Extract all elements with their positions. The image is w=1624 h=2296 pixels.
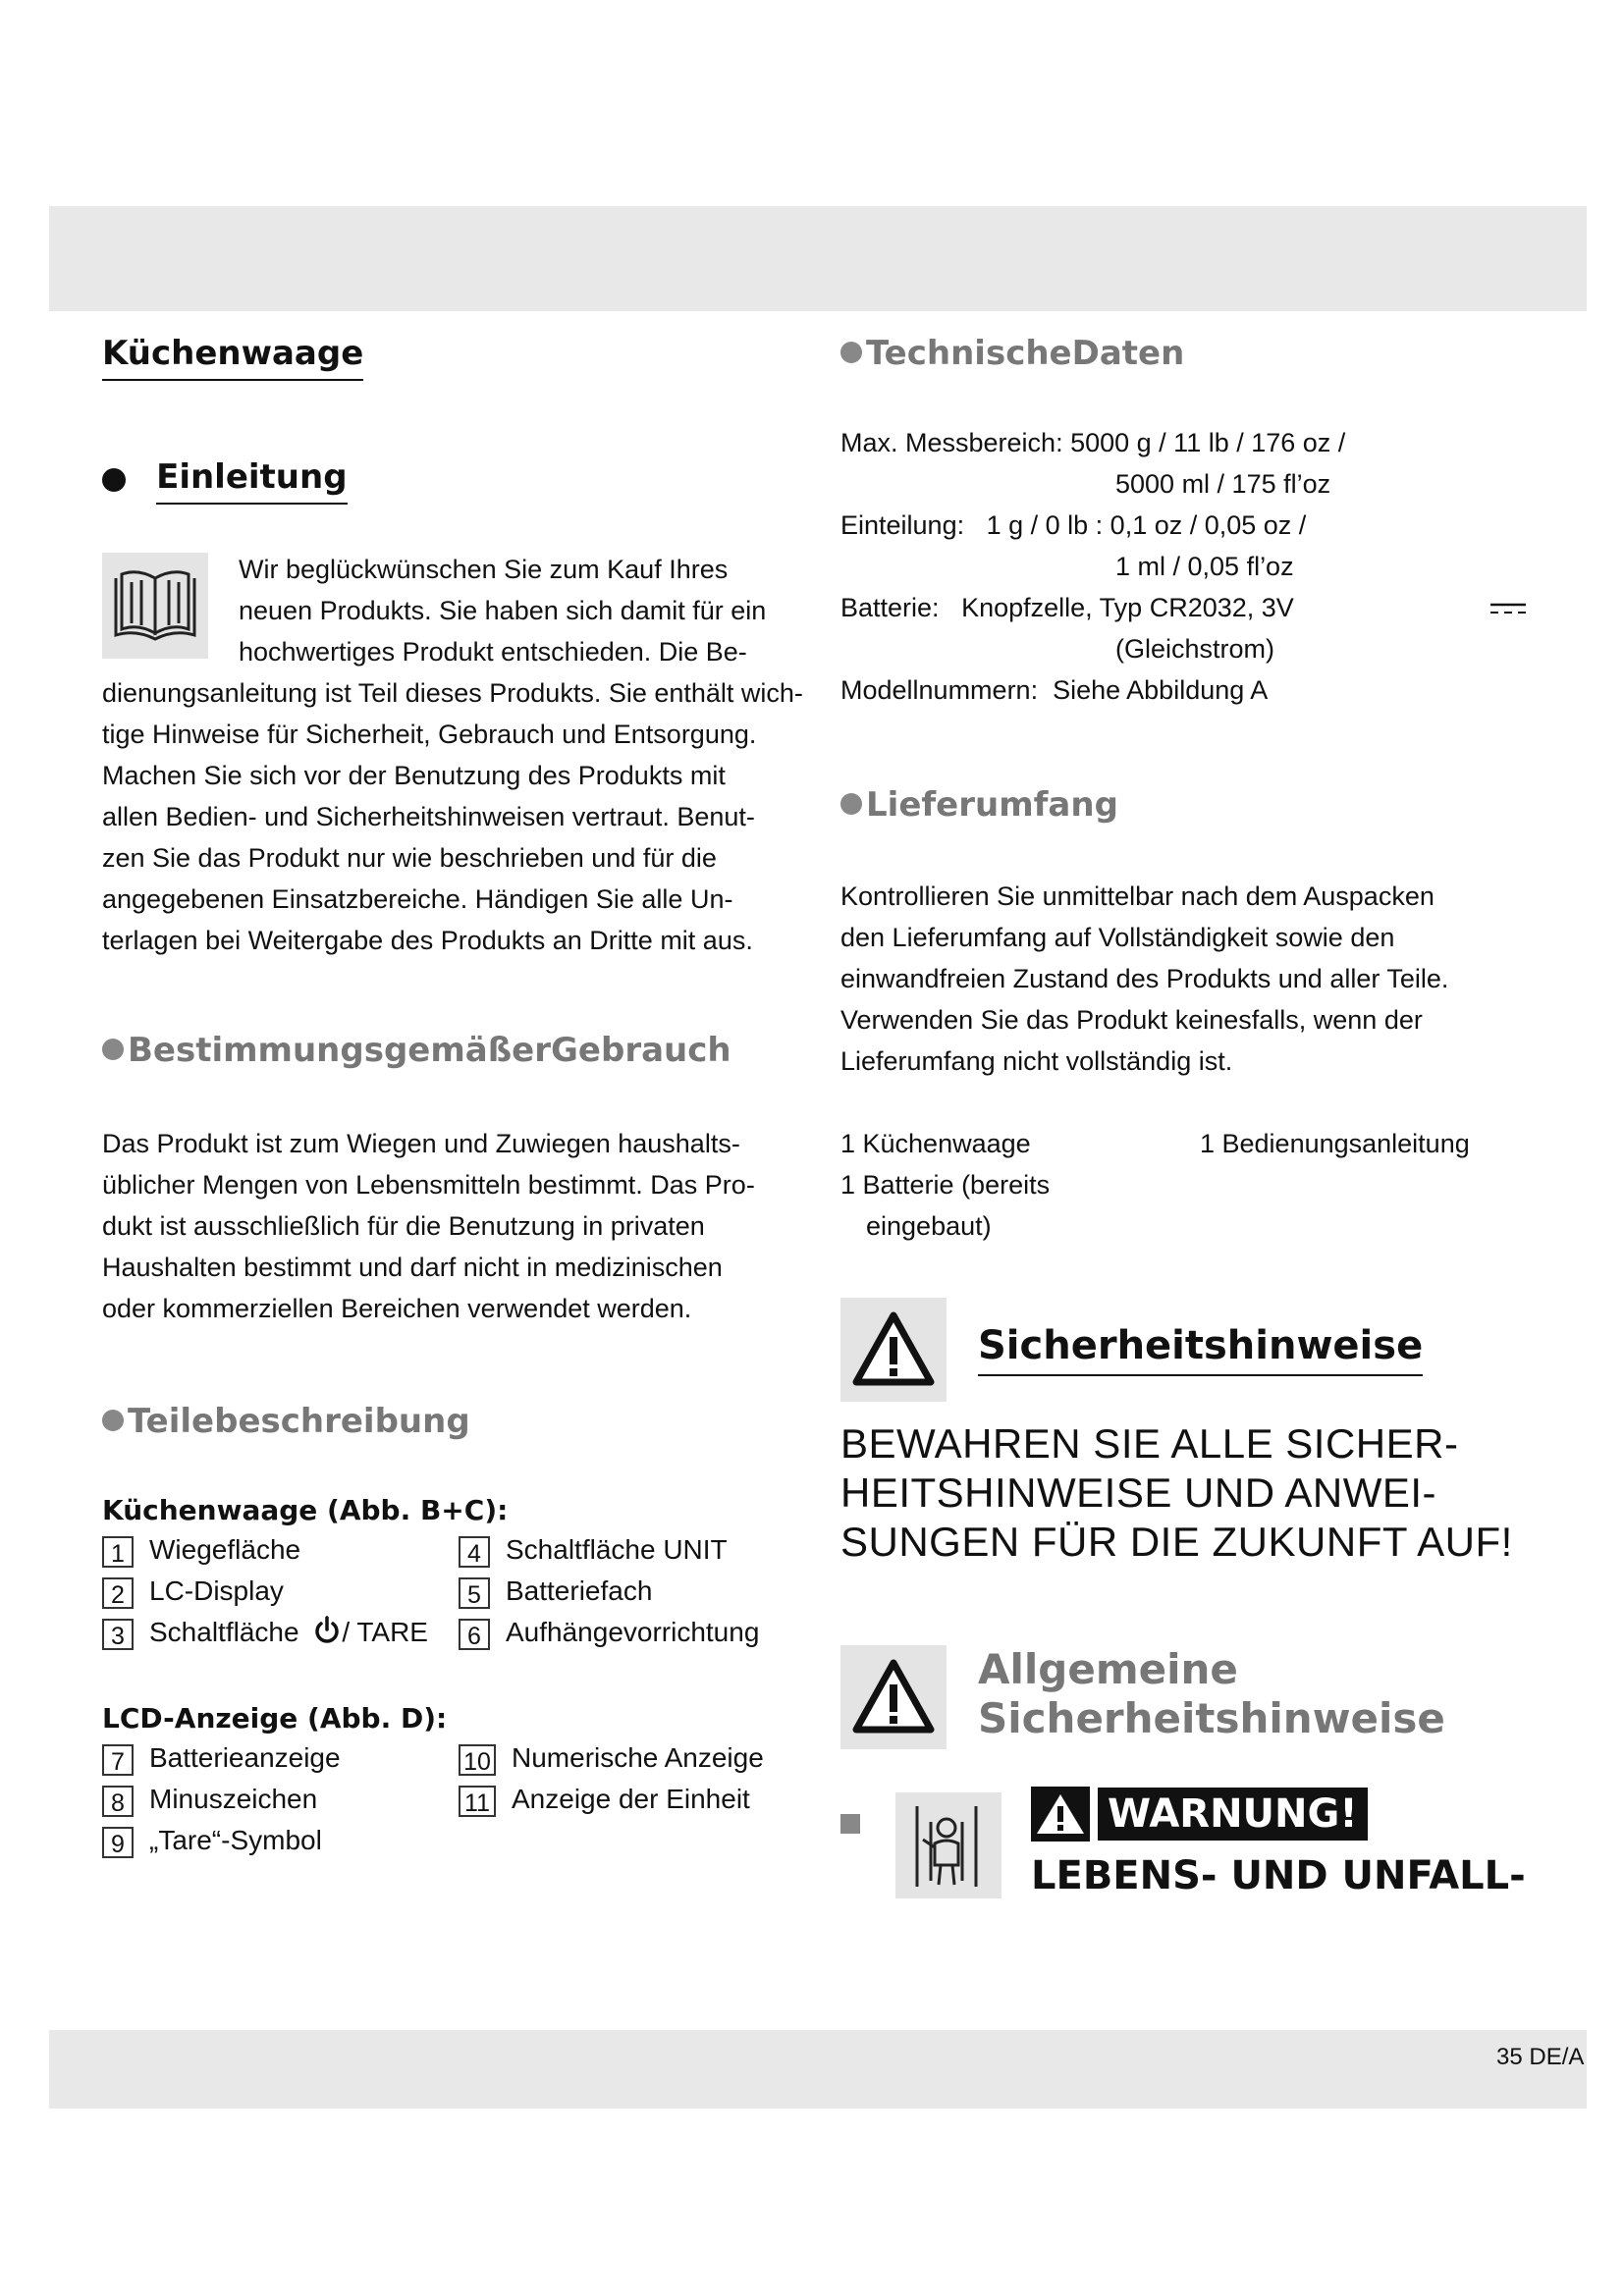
list-item <box>102 1779 341 1820</box>
part-number: 7 <box>102 1744 134 1776</box>
list-item <box>102 1529 428 1571</box>
page-number: 35 DE/A <box>1496 2044 1585 2070</box>
part-label: Numerische Anzeige <box>512 1742 764 1773</box>
warning-label: WARNUNG! <box>1098 1788 1368 1841</box>
part-label: Batteriefach <box>506 1575 653 1606</box>
text-line: üblicher Mengen von Lebensmitteln bestimmt. Das Pro- <box>102 1170 755 1200</box>
tech-row <box>840 669 1547 711</box>
text-line: HEITSHINWEISE UND ANWEI- <box>840 1469 1437 1516</box>
tech-row <box>840 587 1547 628</box>
square-bullet-icon <box>840 1814 860 1834</box>
keep-instructions-notice <box>840 1419 1513 1567</box>
text-line: Verwenden Sie das Produkt keinesfalls, wenn der <box>840 1005 1423 1035</box>
text-line: SUNGEN FÜR DIE ZUKUNFT AUF! <box>840 1519 1513 1565</box>
tech-row <box>840 422 1547 463</box>
tech-value: 1 g / 0 lb : 0,1 oz / 0,05 oz / <box>986 510 1307 540</box>
text-line: tige Hinweise für Sicherheit, Gebrauch und Entsorgung. <box>102 720 757 749</box>
text-line: dukt ist ausschließlich für die Benutzung in privaten <box>102 1211 705 1241</box>
list-item: 1 Küchenwaage <box>840 1129 1031 1158</box>
part-number: 5 <box>459 1577 490 1609</box>
part-label: Minuszeichen <box>149 1784 318 1814</box>
bullet-icon <box>840 793 862 815</box>
text-line: dienungsanleitung ist Teil dieses Produkts. Sie enthält wich- <box>102 678 803 708</box>
tech-label: Max. Messbereich: <box>840 428 1063 457</box>
bullet-icon <box>102 1410 124 1431</box>
delivery-heading-text: Lieferumfang <box>866 785 1118 825</box>
general-safety-heading-line: Allgemeine <box>978 1645 1238 1693</box>
part-number: 1 <box>102 1536 134 1568</box>
text-line: einwandfreien Zustand des Produkts und aller Teile. <box>840 964 1449 993</box>
text-line: Haushalten bestimmt und darf nicht in medizinischen <box>102 1253 723 1282</box>
tech-row <box>840 505 1547 546</box>
list-item: 1 Batterie (bereits <box>840 1170 1051 1200</box>
part-label: „Tare“-Symbol <box>149 1825 322 1855</box>
part-label: LC-Display <box>149 1575 284 1606</box>
text-line: Machen Sie sich vor der Benutzung des Produkts mit <box>102 761 726 790</box>
intended-use-heading <box>102 1031 731 1070</box>
list-item <box>459 1571 759 1612</box>
child-safety-icon <box>895 1792 1001 1898</box>
list-item <box>459 1529 759 1571</box>
list-item: eingebaut) <box>866 1211 992 1241</box>
tech-row <box>840 463 1547 505</box>
list-item <box>102 1612 428 1653</box>
tech-label: Batterie: <box>840 593 940 622</box>
list-item <box>102 1737 341 1779</box>
text-line: Wir beglückwünschen Sie zum Kauf Ihres <box>239 555 729 584</box>
text-line: angegebenen Einsatzbereiche. Händigen Sie alle Un- <box>102 884 733 914</box>
tech-label: Einteilung: <box>840 510 965 540</box>
warning-label-row <box>1031 1787 1368 1842</box>
tech-row <box>840 628 1547 669</box>
lcd-parts-col2 <box>459 1737 764 1820</box>
tech-value: 5000 g / 11 lb / 176 oz / <box>1070 428 1346 457</box>
tech-value: Siehe Abbildung A <box>1053 675 1269 705</box>
warning-triangle-icon <box>840 1645 947 1749</box>
header-band <box>49 206 1587 311</box>
part-label: Aufhängevorrichtung <box>506 1617 760 1647</box>
delivery-items-col1 <box>840 1123 1050 1247</box>
list-item <box>459 1779 764 1820</box>
parts-heading-text: Teilebeschreibung <box>128 1402 470 1441</box>
bullet-icon <box>840 342 862 363</box>
list-item <box>459 1737 764 1779</box>
power-icon <box>312 1616 342 1645</box>
scale-parts-col1 <box>102 1529 428 1653</box>
list-item <box>459 1612 759 1653</box>
part-label: Batterieanzeige <box>149 1742 341 1773</box>
tech-data-heading <box>840 334 1184 373</box>
part-number: 3 <box>102 1619 134 1650</box>
scale-parts-col2 <box>459 1529 759 1653</box>
list-item <box>102 1571 428 1612</box>
part-number: 4 <box>459 1536 490 1568</box>
page-title: Küchenwaage <box>102 334 363 381</box>
list-item: 1 Bedienungsanleitung <box>1200 1129 1470 1158</box>
direct-current-icon <box>1489 601 1528 616</box>
text-line: den Lieferumfang auf Vollständigkeit sowie den <box>840 923 1395 952</box>
part-label-suffix: / TARE <box>342 1617 428 1647</box>
part-number: 11 <box>459 1786 496 1817</box>
tech-value: 1 ml / 0,05 fl’oz <box>1115 552 1294 581</box>
text-line: oder kommerziellen Bereichen verwendet werden. <box>102 1294 692 1323</box>
list-item <box>102 1820 341 1861</box>
text-line: Lieferumfang nicht vollständig ist. <box>840 1046 1233 1076</box>
bullet-icon <box>102 468 126 492</box>
text-line: BEWAHREN SIE ALLE SICHER- <box>840 1420 1459 1467</box>
tech-value: 5000 ml / 175 fl’oz <box>1115 469 1331 499</box>
text-line: hochwertiges Produkt entschieden. Die Be- <box>239 637 747 667</box>
footer-band <box>49 2030 1587 2109</box>
text-line: terlagen bei Weitergabe des Produkts an Dritte mit aus. <box>102 926 753 955</box>
part-number: 8 <box>102 1786 134 1817</box>
warning-triangle-icon <box>840 1298 947 1402</box>
general-safety-heading <box>978 1645 1445 1743</box>
tech-row <box>840 546 1547 587</box>
lcd-parts-col1 <box>102 1737 341 1861</box>
general-safety-heading-line: Sicherheitshinweise <box>978 1694 1445 1742</box>
text-line: Das Produkt ist zum Wiegen und Zuwiegen haushalts- <box>102 1129 740 1158</box>
part-label: Schaltfläche <box>149 1617 299 1647</box>
bullet-icon <box>102 1039 124 1060</box>
read-manual-icon <box>102 553 208 659</box>
intended-use-text <box>102 1123 809 1329</box>
tech-data-heading-text: TechnischeDaten <box>866 334 1185 373</box>
intro-heading-row <box>102 457 348 505</box>
text-line: Kontrollieren Sie unmittelbar nach dem Auspacken <box>840 881 1435 911</box>
delivery-heading <box>840 785 1118 825</box>
intro-heading: Einleitung <box>156 457 347 505</box>
text-line: neuen Produkts. Sie haben sich damit für ein <box>239 596 767 625</box>
parts-heading <box>102 1402 470 1441</box>
part-number: 2 <box>102 1577 134 1609</box>
scale-subheading: Küchenwaage (Abb. B+C): <box>102 1494 509 1526</box>
intro-text <box>102 672 809 961</box>
tech-value: (Gleichstrom) <box>1115 634 1275 664</box>
tech-label: Modellnummern: <box>840 675 1039 705</box>
part-number: 9 <box>102 1827 134 1858</box>
delivery-items-col2 <box>1200 1123 1470 1164</box>
delivery-text <box>840 876 1547 1082</box>
part-label: Anzeige der Einheit <box>512 1784 750 1814</box>
text-line: zen Sie das Produkt nur wie beschrieben und für die <box>102 843 717 873</box>
warning-triangle-icon <box>1031 1787 1090 1842</box>
intro-text-top <box>239 549 808 672</box>
warning-text: LEBENS- UND UNFALL- <box>1031 1853 1526 1898</box>
part-number: 10 <box>459 1744 496 1776</box>
part-number: 6 <box>459 1619 490 1650</box>
part-label: Schaltfläche UNIT <box>506 1534 728 1565</box>
lcd-subheading: LCD-Anzeige (Abb. D): <box>102 1702 448 1735</box>
tech-data-block <box>840 422 1547 711</box>
part-label: Wiegefläche <box>149 1534 301 1565</box>
text-line: allen Bedien- und Sicherheitshinweisen vertraut. Benut- <box>102 802 755 831</box>
tech-value: Knopfzelle, Typ CR2032, 3V <box>961 593 1294 622</box>
safety-heading: Sicherheitshinweise <box>978 1323 1423 1376</box>
intended-use-heading-text: BestimmungsgemäßerGebrauch <box>128 1031 731 1070</box>
